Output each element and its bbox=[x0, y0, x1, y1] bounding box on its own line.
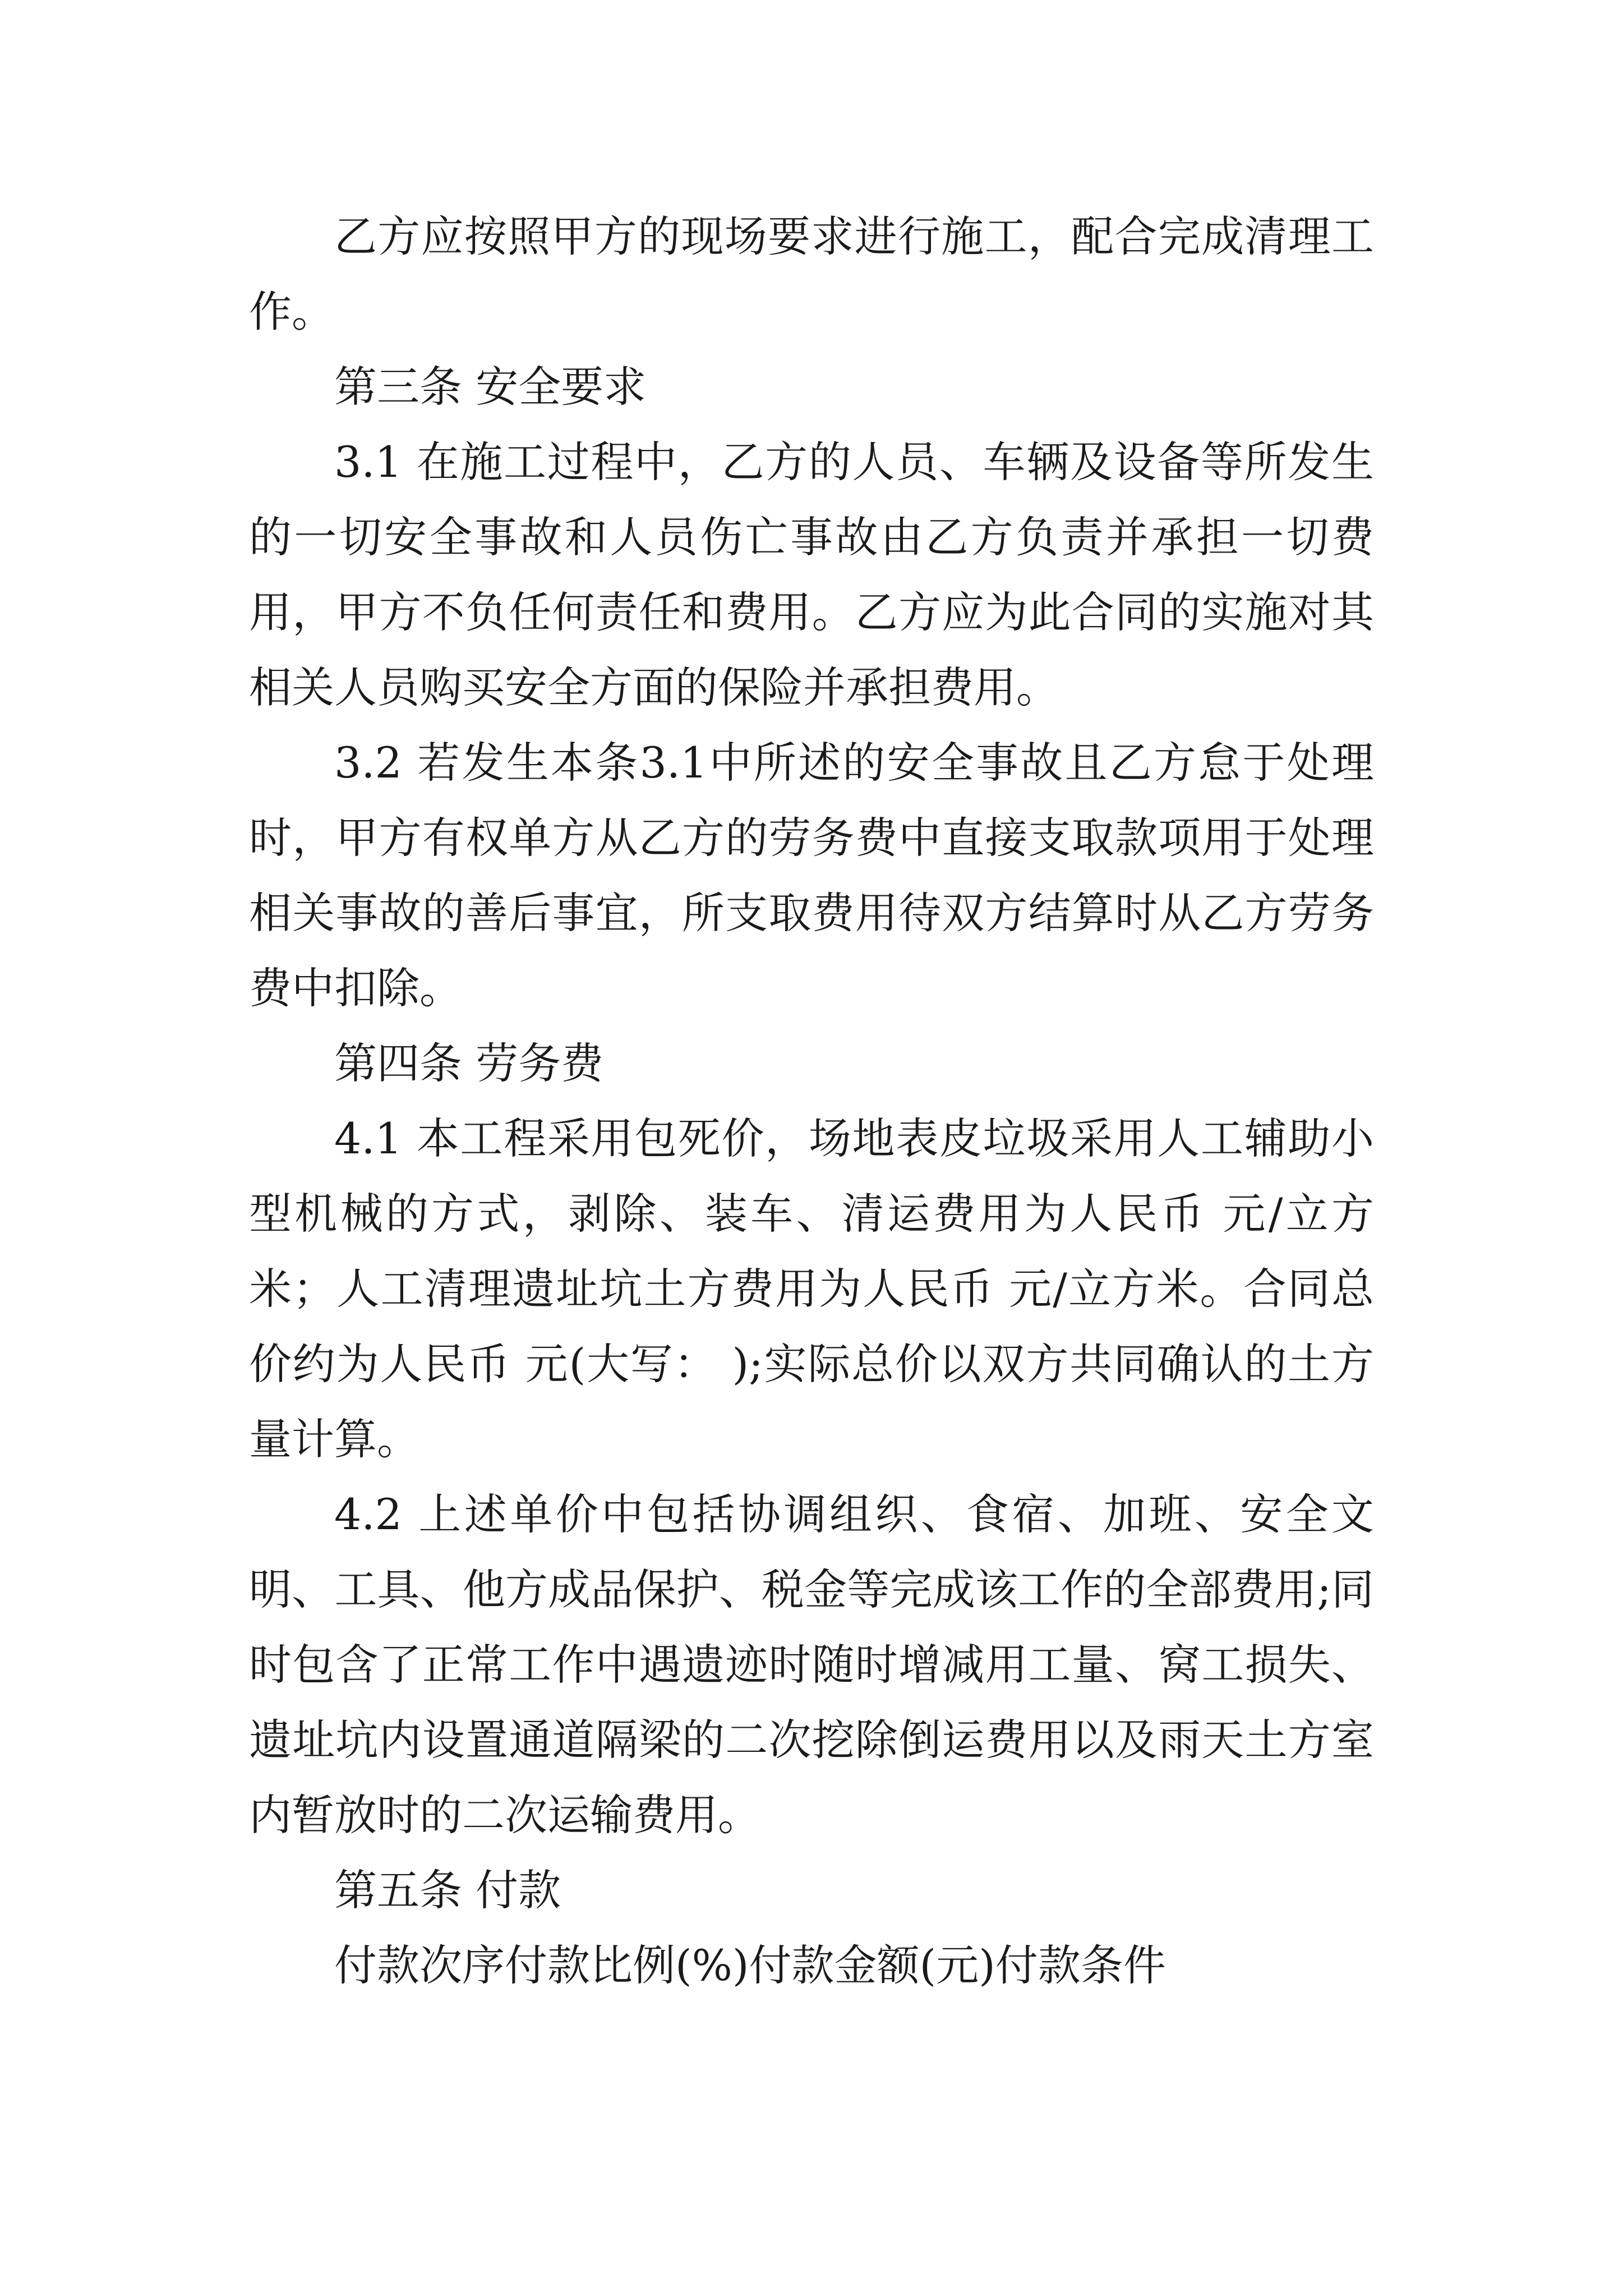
paragraph-4-1: 4.1 本工程采用包死价，场地表皮垃圾采用人工辅助小型机械的方式，剥除、装车、清运费用为人民币 元/立方米；人工清理遗址坑土方费用为人民币 元/立方米。合同总价约为人民币 元(大写： );实际总价以双方共同确认的土方量计算。 bbox=[249, 1114, 1374, 1464]
paragraph-4-2: 4.2 上述单价中包括协调组织、食宿、加班、安全文明、工具、他方成品保护、税金等完成该工作的全部费用;同时包含了正常工作中遇遗迹时随时增减用工量、窝工损失、遗址坑内设置通道隔梁的二次挖除倒运费用以及雨天土方室内暂放时的二次运输费用。 bbox=[249, 1489, 1374, 1840]
paragraph-3-1: 3.1 在施工过程中，乙方的人员、车辆及设备等所发生的一切安全事故和人员伤亡事故由乙方负责并承担一切费用，甲方不负任何责任和费用。乙方应为此合同的实施对其相关人员购买安全方面的保险并承担费用。 bbox=[249, 437, 1374, 712]
paragraph-3-2: 3.2 若发生本条3.1中所述的安全事故且乙方怠于处理时，甲方有权单方从乙方的劳务费中直接支取款项用于处理相关事故的善后事宜，所支取费用待双方结算时从乙方劳务费中扣除。 bbox=[249, 738, 1374, 1013]
section-heading-article-5: 第五条 付款 bbox=[334, 1865, 561, 1915]
document-body bbox=[249, 199, 1374, 2003]
section-heading-article-3: 第三条 安全要求 bbox=[334, 362, 647, 412]
section-heading-article-4: 第四条 劳务费 bbox=[334, 1038, 604, 1088]
payment-table-header-line: 付款次序付款比例(%)付款金额(元)付款条件 bbox=[334, 1940, 1166, 1990]
paragraph-cleanup-requirement: 乙方应按照甲方的现场要求进行施工，配合完成清理工作。 bbox=[249, 211, 1374, 337]
